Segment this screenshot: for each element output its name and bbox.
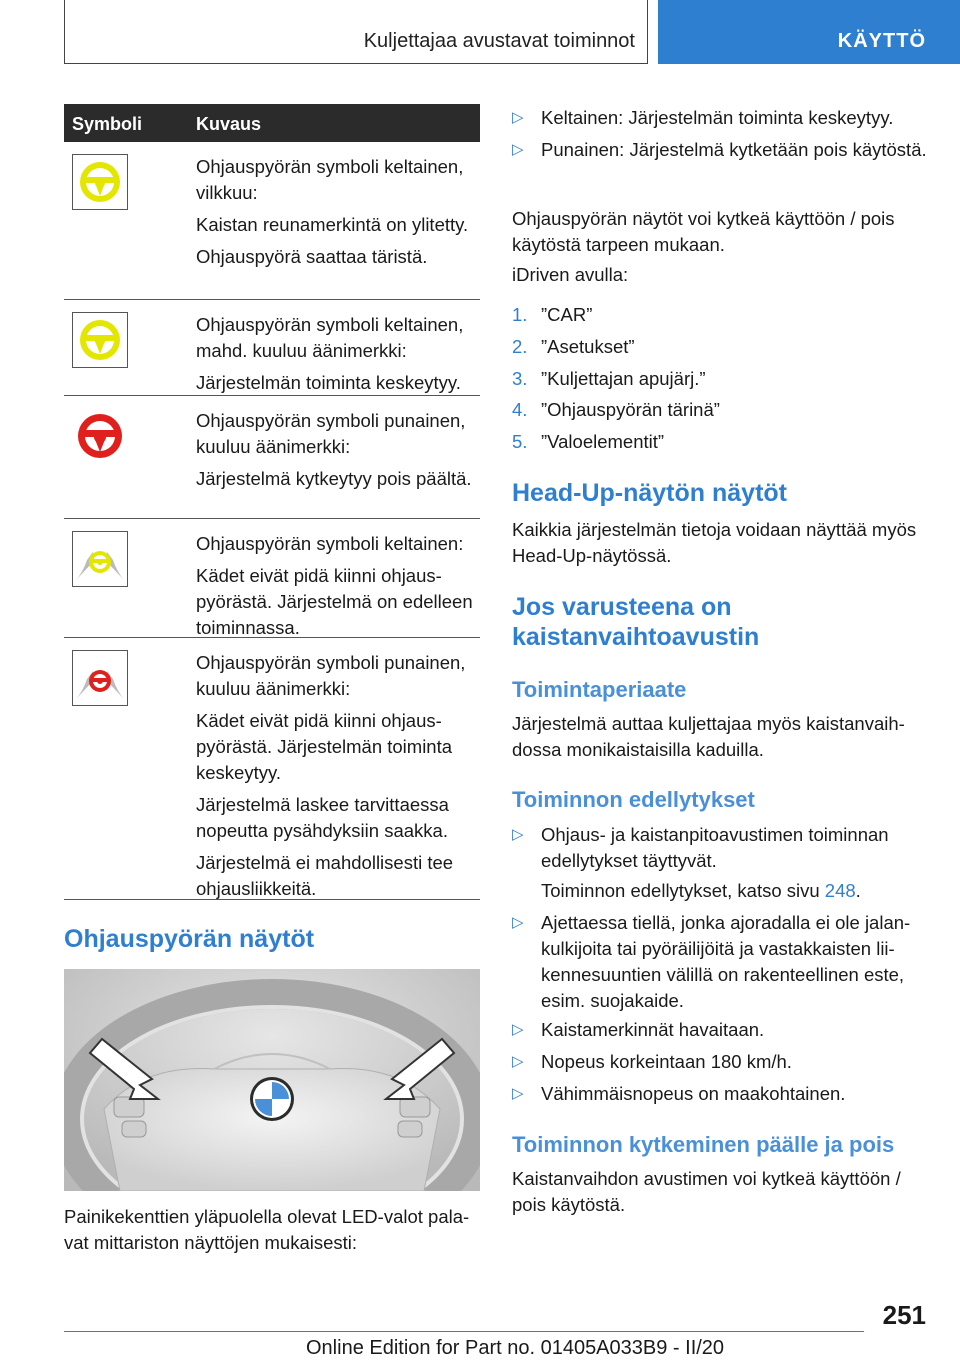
list-item (512, 1017, 932, 1043)
row-text: Kaistan reunamerkintä on ylitetty. (196, 214, 469, 235)
hands-off-yellow-icon (72, 531, 128, 587)
symbol-table (64, 104, 480, 900)
hands-off-red-icon (72, 650, 128, 706)
list-item (512, 910, 932, 1014)
list-item (512, 1049, 932, 1075)
row-text: Järjestelmä laskee tarvittaessa nopeutta pysähdyksiin saakka. (196, 794, 449, 841)
list-item (512, 105, 932, 131)
row-text: Järjestelmän toiminta keskeytyy. (196, 372, 461, 393)
paragraph: Kaikkia järjestelmän tietoja voidaan näyttää myös Head-Up-näytössä. (512, 519, 917, 566)
bullet-marker: ▷ (512, 1021, 524, 1038)
bullet-marker: ▷ (512, 1085, 524, 1102)
chapter-tab-label: KÄYTTÖ (837, 30, 926, 52)
bullet-text: Kaistamerkinnät havaitaan. (541, 1019, 765, 1040)
page-link[interactable]: 248 (824, 880, 856, 901)
section-heading-lane-change-2: kaistanvaihtoavustin (512, 623, 760, 651)
table-row (64, 519, 480, 638)
page-number: 251 (882, 1300, 926, 1330)
step-text: ”Ohjauspyörän tärinä” (541, 399, 720, 420)
table-row (64, 638, 480, 900)
table-row (64, 396, 480, 519)
bullet-text: Vähimmäisnopeus on maakohtainen. (541, 1083, 846, 1104)
paragraph: Ohjauspyörän näytöt voi kytkeä käyttöön / pois käytöstä tarpeen mukaan. (512, 208, 895, 255)
subheading-principle: Toimintaperiaate (512, 677, 687, 702)
step-item (512, 397, 720, 423)
table-row (64, 142, 480, 300)
row-text: Kädet eivät pidä kiinni ohjauspyörästä. Järjestelmä on edelleen toiminnassa. (196, 565, 473, 638)
row-text: Järjestelmä ei mahdollisesti tee ohjausliikkeitä. (196, 852, 454, 899)
step-number: 5. (512, 431, 528, 452)
subheading-conditions: Toiminnon edellytykset (512, 787, 755, 812)
table-header (64, 104, 480, 142)
row-text: Järjestelmä kytkeytyy pois päältä. (196, 468, 472, 489)
step-item (512, 302, 592, 328)
bullet-marker: ▷ (512, 914, 524, 931)
step-number: 3. (512, 368, 528, 389)
bullet-marker: ▷ (512, 109, 524, 126)
bullet-text: Ohjaus- ja kaistanpitoavustimen toiminnan edellytykset täyttyvät. (541, 824, 889, 871)
list-item (512, 1081, 932, 1107)
steering-wheel-yellow-icon (72, 312, 128, 368)
row-text: Ohjauspyörän symboli punainen, kuuluu äänimerkki: (196, 652, 466, 699)
subheading-on-off: Toiminnon kytkeminen päälle ja pois (512, 1132, 895, 1157)
table-header-description: Kuvaus (196, 114, 262, 134)
bullet-marker: ▷ (512, 1053, 524, 1070)
bullet-marker: ▷ (512, 826, 524, 843)
step-number: 1. (512, 304, 528, 325)
cross-reference (541, 878, 861, 904)
reference-text: Toiminnon edellytykset, katso sivu (541, 880, 825, 901)
steering-wheel-yellow-icon (72, 154, 128, 210)
row-text: Ohjauspyörän symboli keltainen, vilkkuu: (196, 156, 464, 203)
section-heading-hud: Head-Up-näytön näytöt (512, 479, 787, 507)
footer-edition: Online Edition for Part no. 01405A033B9 - II/20 (306, 1337, 725, 1359)
step-number: 4. (512, 399, 528, 420)
section-heading-lane-change: Jos varusteena on (512, 593, 732, 621)
steering-wheel-red-icon (72, 408, 128, 464)
row-text: Ohjauspyörän symboli keltainen, mahd. kuuluu äänimerkki: (196, 314, 464, 361)
row-text: Ohjauspyörän symboli punainen, kuuluu äänimerkki: (196, 410, 466, 457)
step-item (512, 429, 664, 455)
steering-wheel-photo (64, 969, 480, 1191)
bullet-text: Punainen: Järjestelmä kytketään pois käytöstä. (541, 139, 927, 160)
bullet-text: Ajettaessa tiellä, jonka ajoradalla ei ole jalankulkijoita tai pyöräilijöitä ja vastakkaisten liikennesuuntien välillä on rakenteellinen este, esim. suojakaide. (541, 912, 911, 1011)
paragraph: Järjestelmä auttaa kuljettajaa myös kaistanvaihdossa monikaistaisilla kaduilla. (512, 713, 905, 760)
step-text: ”Asetukset” (541, 336, 635, 357)
bullet-marker: ▷ (512, 141, 524, 158)
step-text: ”CAR” (541, 304, 593, 325)
list-item (512, 137, 932, 163)
row-text: Ohjauspyörän symboli keltainen: (196, 533, 464, 554)
step-text: ”Valoelementit” (541, 431, 665, 452)
table-header-symbol: Symboli (72, 114, 143, 134)
list-item (512, 822, 932, 874)
section-title: Kuljettajaa avustavat toiminnot (363, 30, 635, 52)
section-heading-steering-displays: Ohjauspyörän näytöt (64, 925, 315, 953)
row-text: Ohjauspyörä saattaa täristä. (196, 246, 428, 267)
bullet-text: Keltainen: Järjestelmän toiminta keskeytyy. (541, 107, 894, 128)
step-number: 2. (512, 336, 528, 357)
table-row (64, 300, 480, 396)
reference-end: . (855, 880, 861, 901)
step-item (512, 366, 706, 392)
chapter-tab[interactable] (658, 0, 960, 64)
step-text: ”Kuljettajan apujärj.” (541, 368, 706, 389)
header-section-box (64, 0, 648, 64)
step-item (512, 334, 635, 360)
photo-caption: Painikekenttien yläpuolella olevat LED-valot palavat mittariston näyttöjen mukaisesti: (64, 1206, 470, 1253)
paragraph: iDriven avulla: (512, 264, 629, 285)
footer-divider (64, 1331, 864, 1332)
row-text: Kädet eivät pidä kiinni ohjauspyörästä. Järjestelmän toiminta keskeytyy. (196, 710, 453, 783)
paragraph: Kaistanvaihdon avustimen voi kytkeä käyttöön / pois käytöstä. (512, 1168, 901, 1215)
bullet-text: Nopeus korkeintaan 180 km/h. (541, 1051, 792, 1072)
